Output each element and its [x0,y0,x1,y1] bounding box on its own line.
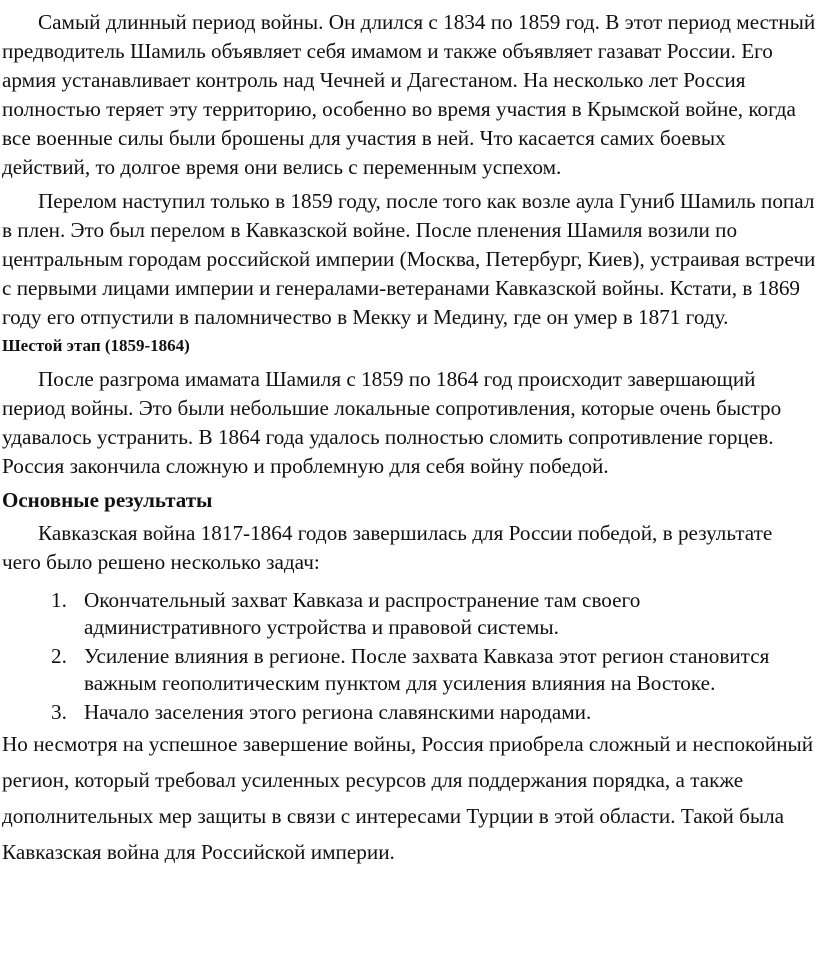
list-item [2,699,816,726]
list-item-number: 3. [51,700,67,724]
list-item [2,643,816,696]
results-list [2,587,816,726]
paragraph-turning-point: Перелом наступил только в 1859 году, после того как возле аула Гуниб Шамиль попал в плен. Это был перелом в Кавказской войне. После пленения Шамиля возили по центральным городам российской империи (Москва, Петербург, Киев), устраивая встречи с первыми лицами империи и генералами-ветеранами Кавказской войны. Кстати, в 1869 году его отпустили в паломничество в Мекку и Медину, где он умер в 1871 году. [2,189,816,329]
list-item-text: Начало заселения этого региона славянскими народами. [84,700,592,724]
paragraph-period-description: Самый длинный период войны. Он длился с 1834 по 1859 год. В этот период местный предводитель Шамиль объявляет себя имамом и также объявляет газават России. Его армия устанавливает контроль над Чечней и Дагестаном. На несколько лет Россия полностью теряет эту территорию, особенно во время участия в Крымской войне, когда все военные силы были брошены для участия в ней. Что касается самих боевых действий, то долгое время они велись с переменным успехом. [2,10,816,179]
heading-stage-six: Шестой этап (1859-1864) [2,336,190,355]
list-item-text: Окончательный захват Кавказа и распространение там своего административного устройства и правовой системы. [84,588,641,639]
paragraph-final-period: После разгрома имамата Шамиля с 1859 по 1864 год происходит завершающий период войны. Это были небольшие локальные сопротивления, которые очень быстро удавалось устранить. В 1864 года удалось полностью сломить сопротивление горцев. Россия закончила сложную и проблемную для себя войну победой. [2,367,782,478]
list-item-number: 1. [51,588,67,612]
paragraph-results-intro: Кавказская война 1817-1864 годов завершилась для России победой, в результате чего было решено несколько задач: [2,521,773,574]
paragraph-conclusion: Но несмотря на успешное завершение войны, Россия приобрела сложный и неспокойный регион, который требовал усиленных ресурсов для поддержания порядка, а также дополнительных мер защиты в связи с интересами Турции в этой области. Такой была Кавказская война для Российской империи. [2,731,814,864]
list-item-number: 2. [51,644,67,668]
list-item [2,587,816,640]
heading-main-results: Основные результаты [2,488,213,512]
list-item-text: Усиление влияния в регионе. После захвата Кавказа этот регион становится важным геополитическим пунктом для усиления влияния на Востоке. [84,644,770,695]
